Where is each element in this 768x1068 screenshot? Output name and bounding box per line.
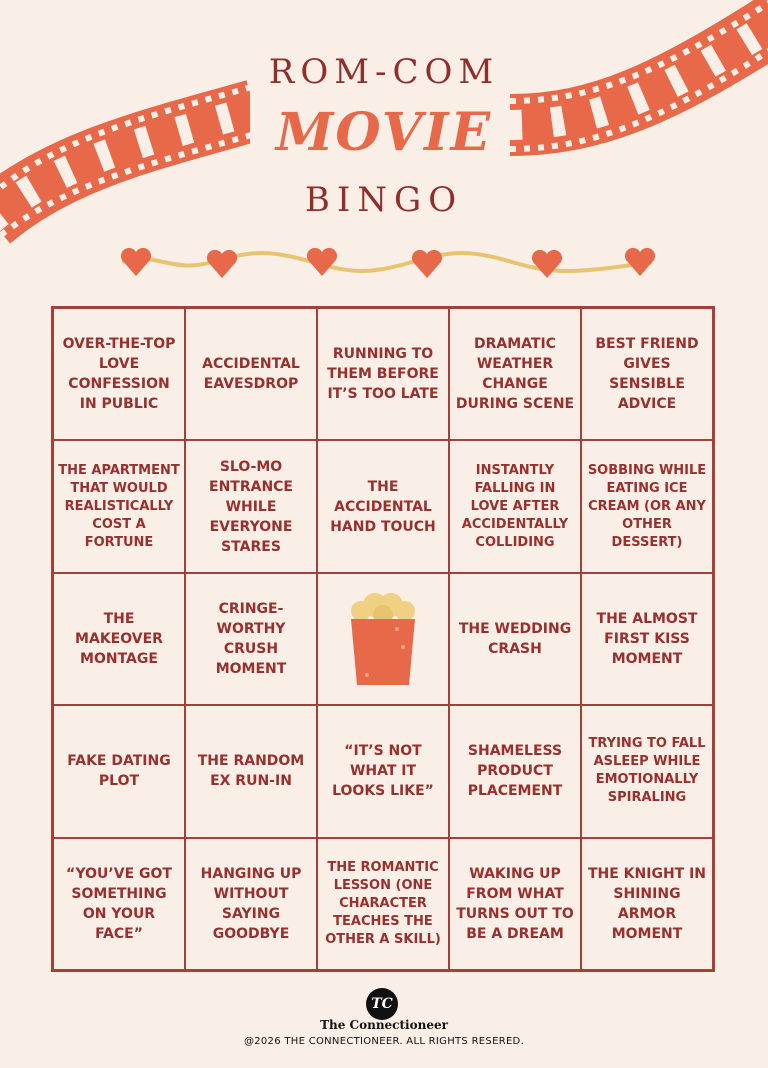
heart-icon	[307, 248, 337, 276]
bingo-cell[interactable]: THE RANDOM EX RUN-IN	[185, 705, 317, 837]
bingo-cell[interactable]: THE WEDDING CRASH	[449, 573, 581, 705]
popcorn-icon	[347, 589, 419, 689]
bingo-cell[interactable]: THE ROMANTIC LESSON (ONE CHARACTER TEACHES THE OTHER A SKILL)	[317, 838, 449, 970]
bingo-cell[interactable]: SLO-MO ENTRANCE WHILE EVERYONE STARES	[185, 440, 317, 572]
bingo-cell[interactable]: RUNNING TO THEM BEFORE IT’S TOO LATE	[317, 308, 449, 440]
brand-logo: TC	[366, 988, 398, 1020]
title-line-1: ROM-COM	[268, 52, 500, 92]
bingo-grid	[51, 306, 715, 972]
bingo-cell[interactable]: THE KNIGHT IN SHINING ARMOR MOMENT	[581, 838, 713, 970]
bingo-cell[interactable]: SHAMELESS PRODUCT PLACEMENT	[449, 705, 581, 837]
heart-icon	[412, 250, 442, 278]
bingo-cell[interactable]: BEST FRIEND GIVES SENSIBLE ADVICE	[581, 308, 713, 440]
bingo-cell[interactable]: THE MAKEOVER MONTAGE	[53, 573, 185, 705]
brand-name: The Connectioneer	[320, 1018, 448, 1032]
title-line-3: BINGO	[304, 180, 464, 220]
hearts-ribbon	[112, 236, 662, 286]
bingo-cell[interactable]: SOBBING WHILE EATING ICE CREAM (OR ANY OTHER DESSERT)	[581, 440, 713, 572]
free-space-cell[interactable]	[317, 573, 449, 705]
bingo-cell[interactable]: THE ACCIDENTAL HAND TOUCH	[317, 440, 449, 572]
film-strip-right	[500, 0, 768, 200]
bingo-cell[interactable]: WAKING UP FROM WHAT TURNS OUT TO BE A DREAM	[449, 838, 581, 970]
bingo-cell[interactable]: THE APARTMENT THAT WOULD REALISTICALLY COST A FORTUNE	[53, 440, 185, 572]
bingo-cell[interactable]: TRYING TO FALL ASLEEP WHILE EMOTIONALLY SPIRALING	[581, 705, 713, 837]
bingo-cell[interactable]: DRAMATIC WEATHER CHANGE DURING SCENE	[449, 308, 581, 440]
copyright-text: @2026 THE CONNECTIONEER. ALL RIGHTS RESERED.	[243, 1036, 525, 1047]
bingo-cell[interactable]: “IT’S NOT WHAT IT LOOKS LIKE”	[317, 705, 449, 837]
heart-icon	[121, 248, 151, 276]
title-line-2: MOVIE	[275, 102, 493, 163]
heart-icon	[532, 250, 562, 278]
bingo-cell[interactable]: THE ALMOST FIRST KISS MOMENT	[581, 573, 713, 705]
heart-icon	[625, 248, 655, 276]
bingo-cell[interactable]: CRINGE-WORTHY CRUSH MOMENT	[185, 573, 317, 705]
heart-icon	[207, 250, 237, 278]
bingo-cell[interactable]: FAKE DATING PLOT	[53, 705, 185, 837]
bingo-cell[interactable]: HANGING UP WITHOUT SAYING GOODBYE	[185, 838, 317, 970]
bingo-cell[interactable]: ACCIDENTAL EAVESDROP	[185, 308, 317, 440]
bingo-cell[interactable]: INSTANTLY FALLING IN LOVE AFTER ACCIDENTALLY COLLIDING	[449, 440, 581, 572]
bingo-cell[interactable]: “YOU’VE GOT SOMETHING ON YOUR FACE”	[53, 838, 185, 970]
bingo-cell[interactable]: OVER-THE-TOP LOVE CONFESSION IN PUBLIC	[53, 308, 185, 440]
